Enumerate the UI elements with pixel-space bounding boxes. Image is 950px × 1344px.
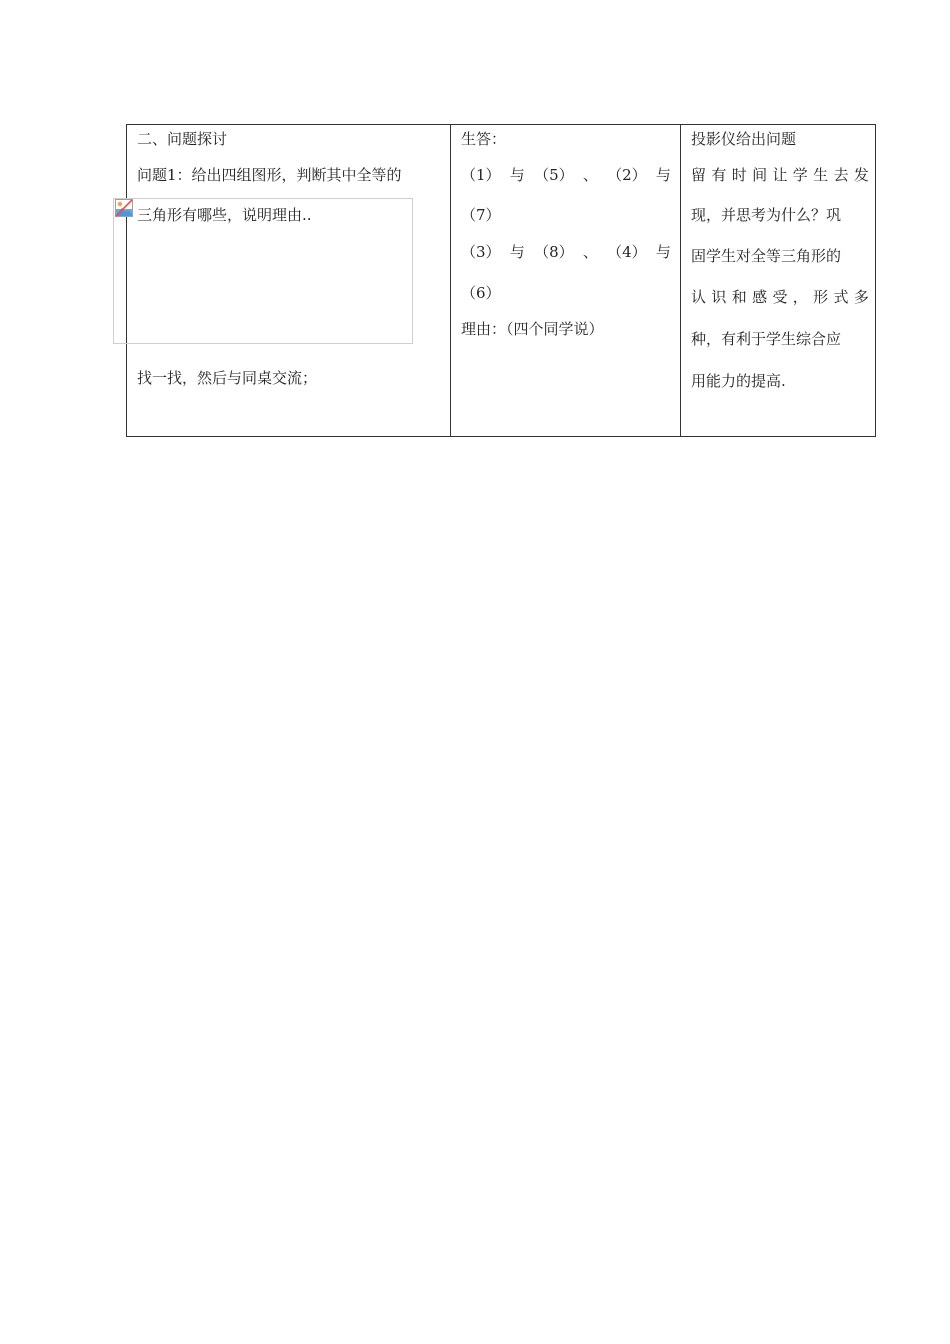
broken-image-icon [115, 199, 133, 217]
intent-char: 和 [731, 288, 747, 306]
intent-char: 式 [833, 288, 849, 306]
reason-text: 理由：（四个同学说） [461, 320, 604, 338]
intent-char: 受 [772, 288, 788, 306]
answer-line-1-tail: （7） [461, 206, 501, 224]
figure-placeholder [113, 198, 413, 344]
answer-token: 与 [655, 166, 671, 184]
intent-line-2: 现，并思考为什么？巩 [691, 206, 842, 224]
question-line-1: 问题1：给出四组图形，判断其中全等的 [137, 166, 402, 184]
intent-char: 时 [731, 166, 747, 184]
answer-token: 与 [655, 243, 671, 261]
intent-char: 认 [691, 288, 707, 306]
intent-char: 发 [853, 166, 869, 184]
section-title: 二、问题探讨 [137, 130, 228, 148]
intent-char: 形 [813, 288, 829, 306]
activity-text: 找一找，然后与同桌交流； [137, 369, 318, 387]
answer-token: （8） [534, 243, 574, 261]
answer-token: （2） [607, 166, 647, 184]
intent-char: 留 [691, 166, 707, 184]
column-design-intent [681, 125, 875, 436]
intent-line-4 [691, 287, 869, 307]
intent-char: 识 [711, 288, 727, 306]
column-student-answer [451, 125, 681, 436]
intent-heading: 投影仪给出问题 [691, 130, 797, 148]
answer-token: （5） [534, 166, 574, 184]
intent-char: ， [792, 288, 808, 306]
intent-char: 多 [853, 288, 869, 306]
intent-char: 让 [772, 166, 788, 184]
answer-heading: 生答： [461, 130, 507, 148]
intent-line-1 [691, 165, 869, 185]
answer-token: 与 [509, 243, 525, 261]
intent-char: 生 [813, 166, 829, 184]
answer-line-2 [461, 242, 671, 262]
intent-char: 感 [752, 288, 768, 306]
intent-line-6: 用能力的提高. [691, 372, 786, 390]
answer-line-2-tail: （6） [461, 284, 501, 302]
intent-char: 去 [833, 166, 849, 184]
answer-token: （1） [461, 166, 501, 184]
answer-token: 、 [582, 166, 598, 184]
answer-token: 、 [582, 243, 598, 261]
answer-line-1 [461, 165, 671, 185]
intent-char: 有 [711, 166, 727, 184]
intent-char: 学 [792, 166, 808, 184]
answer-token: （4） [607, 243, 647, 261]
question-line-2: 三角形有哪些，说明理由.. [137, 206, 312, 224]
answer-token: （3） [461, 243, 501, 261]
intent-char: 间 [752, 166, 768, 184]
answer-token: 与 [509, 166, 525, 184]
intent-line-5: 种，有利于学生综合应 [691, 330, 842, 348]
intent-line-3: 固学生对全等三角形的 [691, 247, 842, 265]
